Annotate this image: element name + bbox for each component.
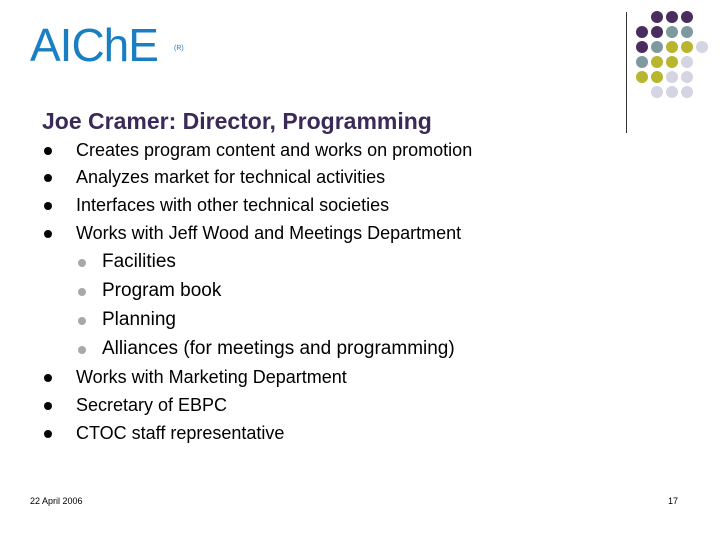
page-number: 17 — [668, 496, 679, 506]
sub-bullet-dot — [78, 259, 86, 267]
sub-bullet-item: Program book — [102, 280, 222, 301]
decorative-dot — [651, 11, 663, 23]
bullet-dot — [44, 174, 52, 182]
decorative-dot — [681, 41, 693, 53]
decorative-dot — [666, 86, 678, 98]
divider-line — [626, 12, 627, 133]
sub-bullet-dot — [78, 317, 86, 325]
bullet-item: CTOC staff representative — [76, 423, 285, 443]
decorative-dot — [681, 26, 693, 38]
bullet-dot — [44, 147, 52, 155]
decorative-dot — [666, 11, 678, 23]
decorative-dot — [651, 41, 663, 53]
sub-bullet-dot — [78, 346, 86, 354]
decorative-dot — [636, 71, 648, 83]
bullet-dot — [44, 374, 52, 382]
decorative-dot — [681, 56, 693, 68]
decorative-dot — [666, 71, 678, 83]
decorative-dot — [651, 86, 663, 98]
logo-text: AIChE — [30, 19, 158, 71]
decorative-dot — [651, 26, 663, 38]
sub-bullet-item: Planning — [102, 309, 176, 330]
slide-title: Joe Cramer: Director, Programming — [42, 108, 432, 134]
footer-date: 22 April 2006 — [30, 496, 83, 506]
bullet-dot — [44, 430, 52, 438]
sub-bullet-item: Facilities — [102, 251, 176, 272]
bullet-item: Analyzes market for technical activities — [76, 167, 386, 187]
bullet-item: Works with Marketing Department — [76, 367, 347, 387]
bullet-dot — [44, 402, 52, 410]
bullet-item: Interfaces with other technical societies — [76, 195, 390, 215]
decorative-dot — [636, 41, 648, 53]
decorative-dot — [666, 26, 678, 38]
decorative-dot — [666, 41, 678, 53]
decorative-dot — [681, 86, 693, 98]
decorative-dot — [666, 56, 678, 68]
decorative-dot — [636, 56, 648, 68]
decorative-dot — [696, 41, 708, 53]
registered-mark: (R) — [174, 45, 184, 52]
decorative-dot — [681, 11, 693, 23]
bullet-item: Secretary of EBPC — [76, 395, 228, 415]
sub-bullet-dot — [78, 288, 86, 296]
decorative-dot — [651, 71, 663, 83]
bullet-dot — [44, 230, 52, 238]
decorative-dot — [651, 56, 663, 68]
bullet-item: Works with Jeff Wood and Meetings Department — [76, 223, 462, 243]
decorative-dot — [636, 26, 648, 38]
sub-bullet-item: Alliances (for meetings and programming) — [102, 338, 455, 359]
decorative-dot — [681, 71, 693, 83]
bullet-dot — [44, 202, 52, 210]
bullet-item: Creates program content and works on promotion — [76, 140, 473, 160]
